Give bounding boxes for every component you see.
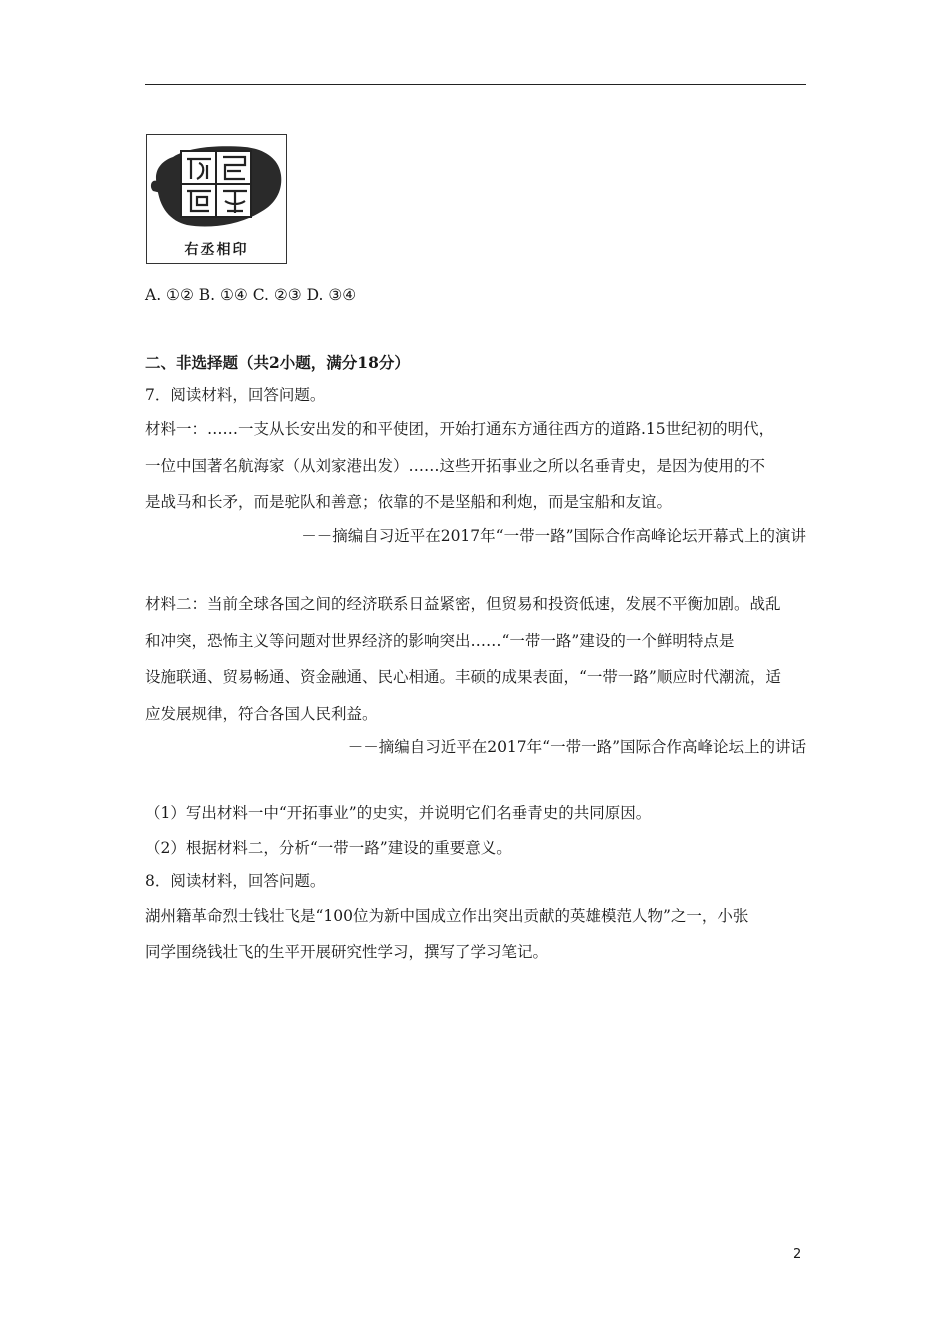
question-7-sub2: （2）根据材料二，分析“一带一路”建设的重要意义。 [145,839,512,857]
material2-line: 材料二：当前全球各国之间的经济联系日益紧密，但贸易和投资低速，发展不平衡加剧。战乱 [145,595,781,613]
section-heading: 二、非选择题（共2小题，满分18分） [145,353,410,372]
material1-line: 是战马和长矛，而是驼队和善意；依靠的不是坚船和利炮，而是宝船和友谊。 [145,493,673,511]
question-8-line: 同学围绕钱壮飞的生平开展研究性学习，撰写了学习笔记。 [145,943,549,961]
header-rule [145,84,806,85]
material2-source: －－摘编自习近平在2017年“一带一路”国际合作高峰论坛上的讲话 [347,738,806,756]
question-8-line: 湖州籍革命烈士钱壮飞是“100位为新中国成立作出突出贡献的英雄模范人物”之一，小张 [145,907,749,925]
material1-line: 一位中国著名航海家（从刘家港出发）……这些开拓事业之所以名垂青史，是因为使用的不 [145,457,766,475]
material1-line: 材料一：……一支从长安出发的和平使团，开始打通东方通往西方的道路.15世纪初的明代， [145,420,775,438]
seal-stamp-icon [147,135,286,239]
material2-line: 和冲突，恐怖主义等问题对世界经济的影响突出……“一带一路”建设的一个鲜明特点是 [145,632,735,650]
question-7-sub1: （1）写出材料一中“开拓事业”的史实，并说明它们名垂青史的共同原因。 [145,804,652,822]
material2-line: 设施联通、贸易畅通、资金融通、民心相通。丰硕的成果表面，“一带一路”顺应时代潮流，适 [145,668,781,686]
material2-line: 应发展规律，符合各国人民利益。 [145,705,378,723]
question-7-title: 7．阅读材料，回答问题。 [145,386,326,404]
seal-caption: 右丞相印 [184,242,249,258]
seal-image [146,134,287,264]
material1-source: －－摘编自习近平在2017年“一带一路”国际合作高峰论坛开幕式上的演讲 [301,527,806,545]
page-number: 2 [793,1247,802,1262]
answer-options: A. ①② B. ①④ C. ②③ D. ③④ [145,286,357,304]
question-8-title: 8．阅读材料，回答问题。 [145,872,326,890]
